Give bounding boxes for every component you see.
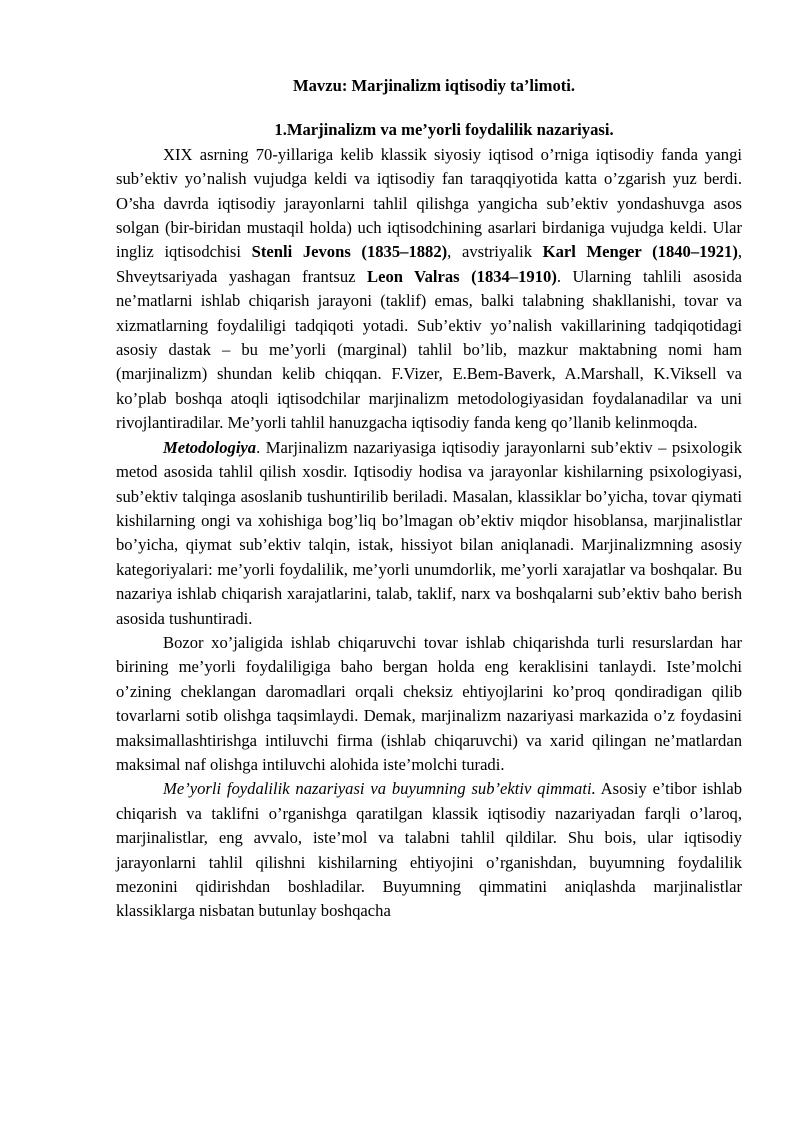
paragraph-intro xyxy=(116,143,742,436)
text-run: . Marjinalizm nazariyasiga iqtisodiy jarayonlarni sub’ektiv – psixologik metod asosida tahlil qilish xosdir. Iqtisodiy hodisa va jarayonlar kishilarning psixologiyasi, sub’ektiv talqinga asoslanib tushuntirilib beriladi. Masalan, klassiklar bo’yicha, tovar qiymati kishilarning ongi va xohishiga bog’liq bo’lmagan ob’ektiv miqdor hisoblansa, marjinalistlar bo’yicha, qiymat sub’ektiv talqin, istak, hissiyot bilan aniqlanadi. Marjinalizmning asosiy kategoriyalari: me’yorli foydalilik, me’yorli unumdorlik, me’yorli xarajatlar va boshqalar. Bu nazariya ishlab chiqarish xarajatlarini, talab, taklif, narx va boshqalarni sub’ektiv baho berish asosida tushuntiradi. xyxy=(116,437,742,628)
term-methodology: Metodologiya xyxy=(163,437,257,457)
section-title: 1.Marjinalizm va me’yorli foydalilik nazariyasi. xyxy=(274,120,614,140)
text-run: Asosiy e’tibor ishlab chiqarish va taklifni o’rganishga qaratilgan klassik iqtisodiy nazariyadan farqli o’laroq, marjinalistlar, eng avvalo, iste’mol va talabni tahlil qildilar. Shu bois, ular iqtisodiy jarayonlarni tahlil qilishni kishilarning ehtiyojini o’rganishdan, buyumning foydalilik mezonini qidirishdan boshladilar. Buyumning qimmatini aniqlashda marjinalistlar klassiklarga nisbatan butunlay boshqacha xyxy=(116,779,742,921)
paragraph-marginal-utility xyxy=(116,777,742,923)
person-valras: Leon Valras (1834–1910) xyxy=(367,266,557,286)
document-title: Mavzu: Marjinalizm iqtisodiy ta’limoti. xyxy=(292,76,576,95)
text-run: . Ularning tahlili asosida ne’matlarni ishlab chiqarish jarayoni (taklif) emas, balki talabning shakllanishi, tovar va xizmatlarning foydaliligi tadqiqoti yotadi. Sub’ektiv yo’nalish vakillarining tadqiqotidagi asosiy dastak – bu me’yorli (marginal) tahlil bo’lib, mazkur maktabning nomi ham (marjinalizm) shundan kelib chiqqan. F.Vizer, E.Bem-Baverk, A.Marshall, K.Viksell va ko’plab boshqa atoqli iqtisodchilar marjinalizm metodologiyasidan foydalanadilar va uni rivojlantiradilar. Me’yorli tahlil hanuzgacha iqtisodiy fanda keng qo’llanib kelinmoqda. xyxy=(116,266,742,433)
paragraph-methodology xyxy=(116,436,742,631)
person-menger: Karl Menger (1840–1921) xyxy=(542,242,738,262)
term-marginal-utility: Me’yorli foydalilik nazariyasi va buyumning sub’ektiv qimmati. xyxy=(163,779,596,799)
text-run: , avstriyalik xyxy=(447,242,543,262)
person-jevons: Stenli Jevons (1835–1882) xyxy=(251,242,448,262)
text-run: , Shveytsariyada yashagan frantsuz xyxy=(116,242,743,286)
paragraph-market: Bozor xo’jaligida ishlab chiqaruvchi tovar ishlab chiqarishda turli resurslardan har birining me’yorli foydaliligiga baho bergan holda eng keraklisini tanlaydi. Iste’molchi o’zining cheklangan daromadlari orqali cheksiz ehtiyojlarini ko’proq qondiradigan qilib tovarlarni sotib olishga taqsimlaydi. Demak, marjinalizm nazariyasi markazida o’z foydasini maksimallashtirishga intiluvchi firma (ishlab chiqaruvchi) va xarid qilingan ne’matlardan maksimal naf olishga intiluvchi alohida iste’molchi turadi. xyxy=(116,632,742,774)
text-run: XIX asrning 70-yillariga kelib klassik siyosiy iqtisod o’rniga iqtisodiy fanda yangi sub’ektiv yo’nalish vujudga keldi va iqtisodiy fan taraqqiyotida katta o’zgarish yuz berdi. O’sha davrda iqtisodiy jarayonlarni tahlil qilishga yangicha sub’ektiv yondashuvga asos solgan (bir-biridan mustaqil holda) uch iqtisodchining asarlari birdaniga vujudga keldi. Ular ingliz iqtisodchisi xyxy=(116,144,742,262)
document-page xyxy=(116,68,742,924)
